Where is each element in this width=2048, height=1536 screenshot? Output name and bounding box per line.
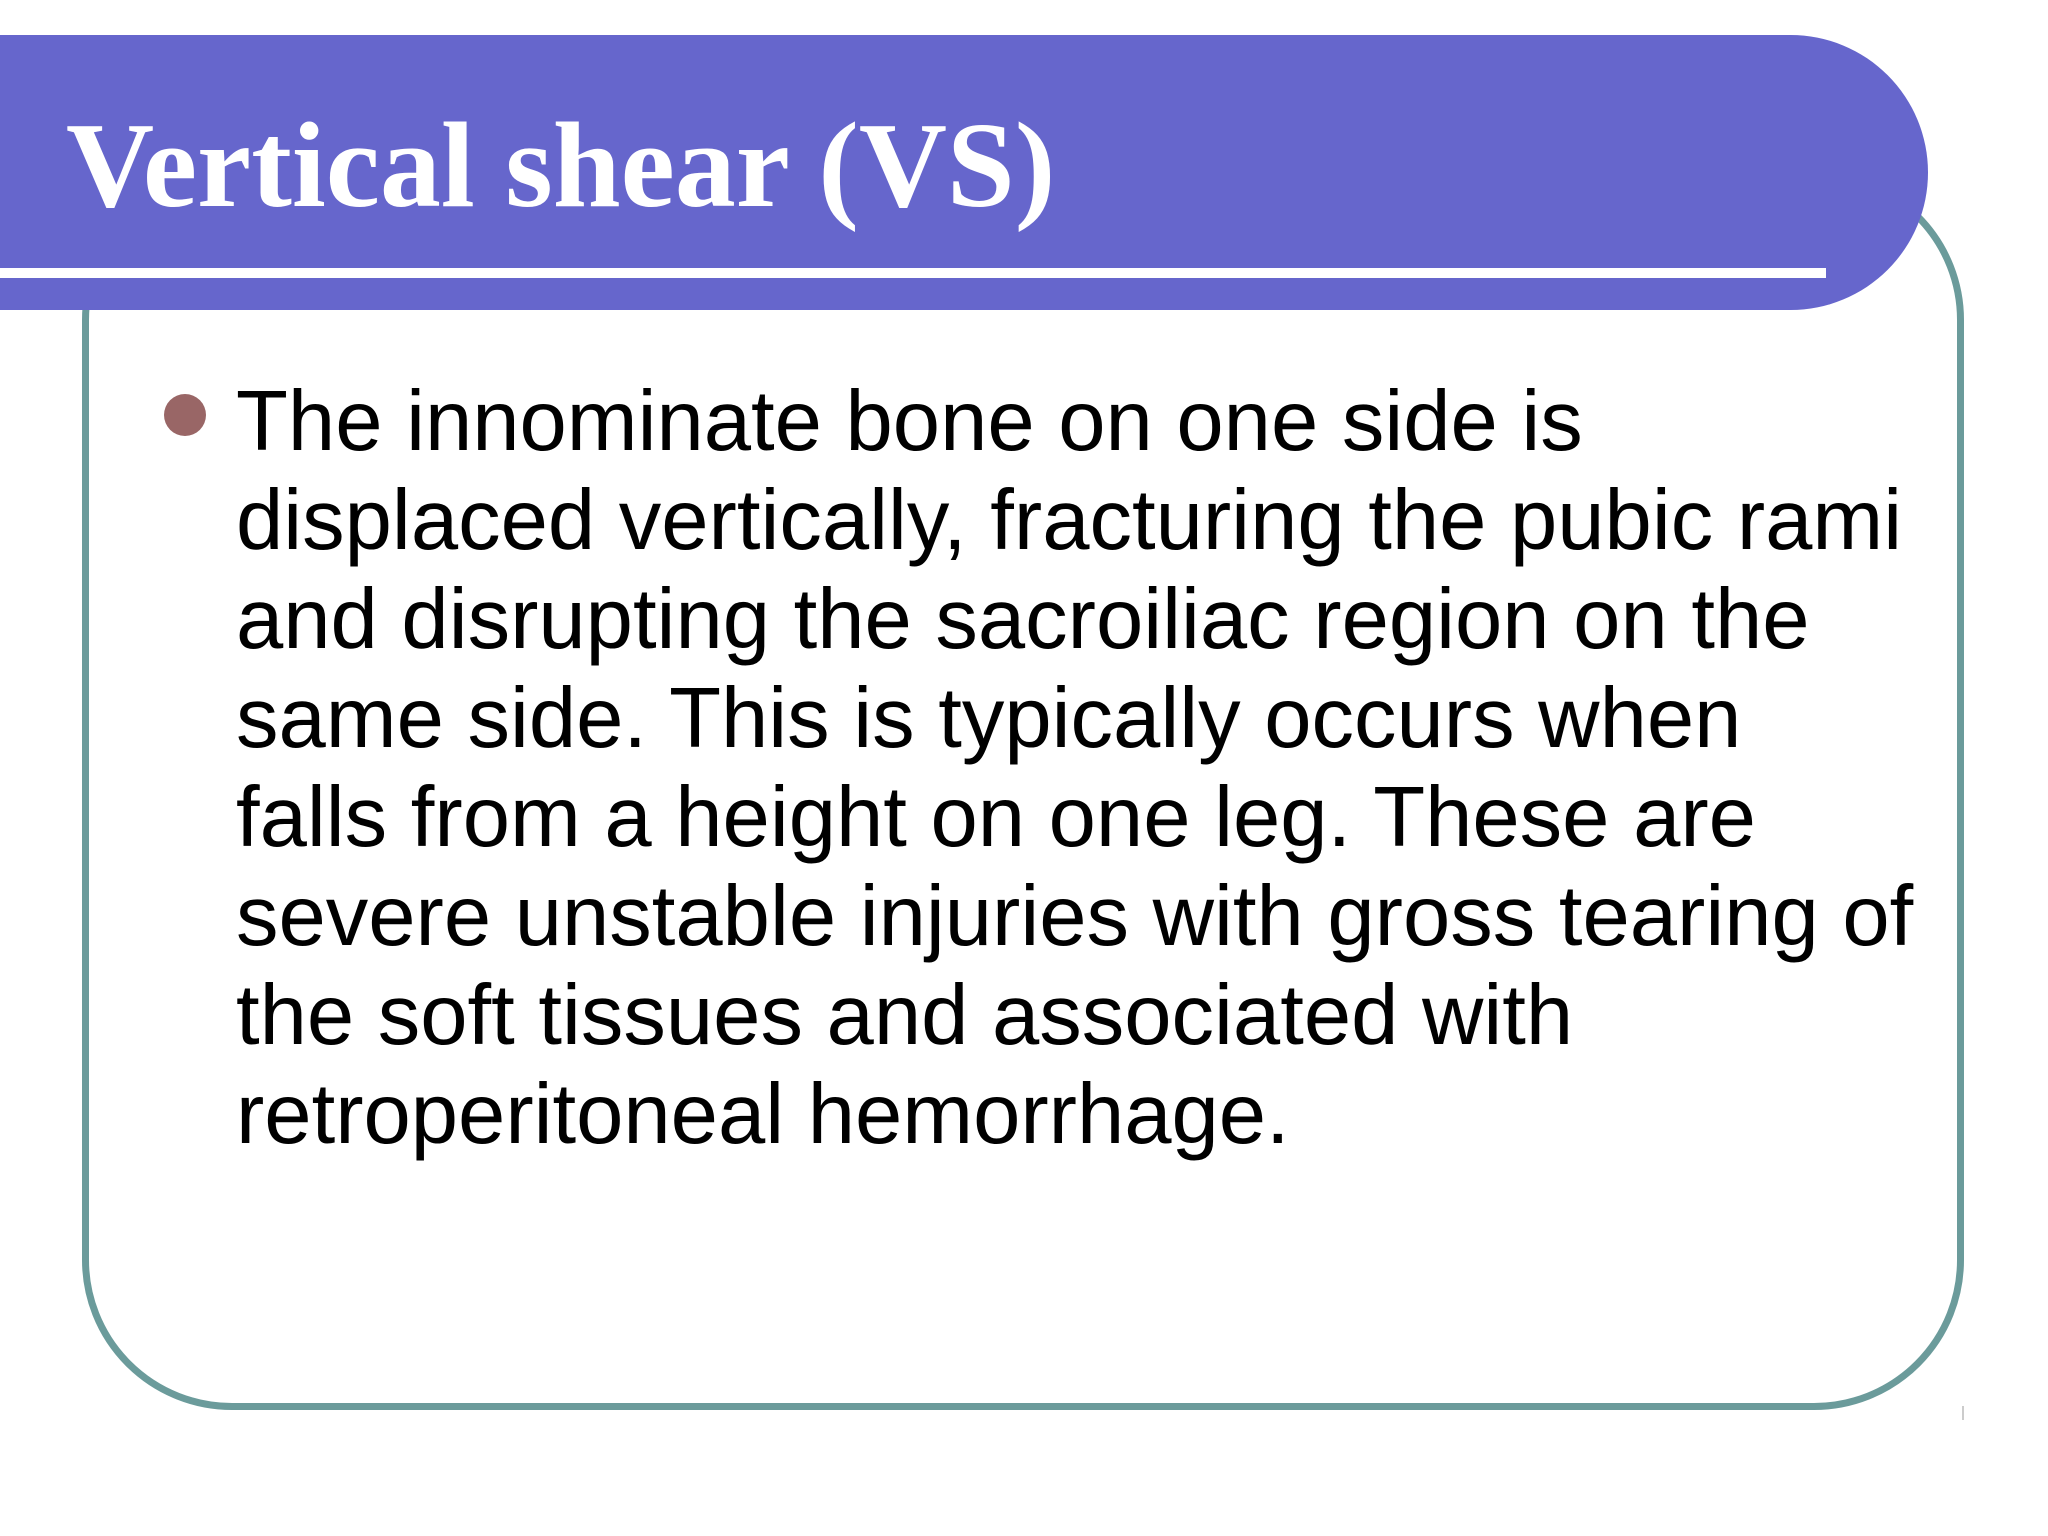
title-underline-rule bbox=[0, 268, 1826, 278]
bullet-dot-icon bbox=[164, 394, 206, 436]
corner-mark bbox=[1962, 1406, 1964, 1420]
slide-title: Vertical shear (VS) bbox=[66, 98, 1056, 233]
bullet-text: The innominate bone on one side is displaced vertically, fracturing the pubic rami and disrupting the sacroiliac region on the same side. This is typically occurs when falls from a height on one leg. These are severe unstable injuries with gross tearing of the soft tissues and associated with retroperitoneal hemorrhage. bbox=[236, 374, 1914, 1162]
